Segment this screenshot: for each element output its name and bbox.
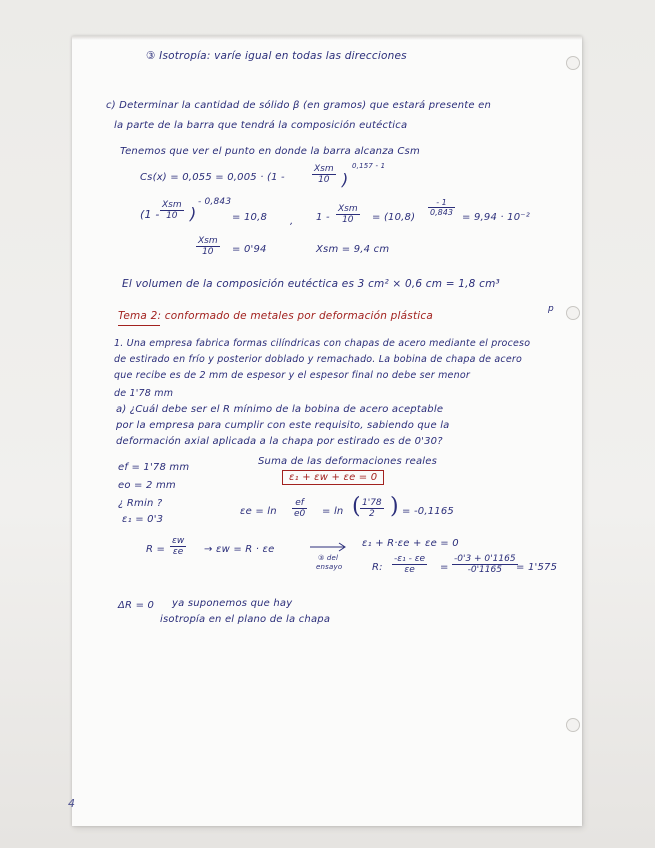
arrow-note-line-1: ③ del — [318, 554, 339, 562]
open-paren: ( — [352, 494, 361, 519]
note-tenemos: Tenemos que ver el punto en donde la barra alcanza Csm — [120, 146, 420, 157]
equation-3-exponent-fraction — [428, 198, 455, 217]
equation-r-result-left: R: — [372, 562, 383, 573]
equals-sign: = — [440, 562, 449, 573]
part-a-line-3: deformación axial aplicada a la chapa por estirado es de 0'30? — [116, 436, 443, 447]
boxed-equation — [282, 472, 384, 483]
paper-top-edge — [72, 36, 582, 40]
binder-hole-icon — [566, 306, 580, 320]
equation-ee-result: = -0,1165 — [402, 506, 454, 517]
close-paren: ) — [390, 494, 399, 519]
boxed-equation-text: ε₁ + εw + εe = 0 — [282, 470, 384, 485]
equation-3-mid: = (10,8) — [372, 212, 416, 223]
equation-2-open: (1 - — [140, 208, 160, 221]
problem-1-line-3: que recibe es de 2 mm de espesor y el espesor final no debe ser menor — [114, 370, 470, 381]
fraction-denominator: 10 — [202, 247, 214, 257]
note-c-question-line-2: la parte de la barra que tendrá la composición eutéctica — [114, 120, 408, 131]
fraction-numerator: - 1 — [428, 198, 455, 208]
page-number: 4 — [68, 797, 75, 810]
equation-r-left: R = — [146, 544, 166, 555]
part-a-line-1: a) ¿Cuál debe ser el R mínimo de la bobina de acero aceptable — [116, 404, 444, 415]
note-suponemos-line-2: isotropía en el plano de la chapa — [160, 614, 331, 625]
equation-2-close: ) — [190, 204, 197, 223]
section-heading-tema-2: Tema 2: conformado de metales por deformación plástica — [118, 310, 434, 322]
equation-ee-ln2: = ln — [322, 506, 344, 517]
fraction-numerator: Xsm — [314, 164, 334, 174]
fraction-denominator: 10 — [342, 215, 354, 225]
equation-r-fraction — [170, 536, 186, 557]
fraction-numerator: 1'78 — [362, 498, 382, 508]
equation-cs-close: ) — [342, 170, 349, 189]
equation-cs-exponent: 0,157 - 1 — [352, 162, 386, 170]
equation-ee-fraction — [292, 498, 307, 519]
binder-hole-icon — [566, 718, 580, 732]
problem-1-line-1: 1. Una empresa fabrica formas cilíndricas con chapas de acero mediante el proceso — [114, 338, 531, 349]
equation-2-result: = 10,8 — [232, 212, 268, 223]
equation-ee-left: εe = ln — [240, 506, 277, 517]
equation-4-result: = 0'94 — [232, 244, 267, 255]
equation-2-fraction — [160, 200, 184, 221]
equation-r-fraction-4 — [452, 554, 518, 575]
fraction-numerator: ef — [292, 498, 307, 509]
given-eo: eo = 2 mm — [118, 480, 176, 491]
note-delta-r: ΔR = 0 — [118, 600, 155, 611]
equation-r-fraction-3 — [392, 554, 427, 575]
note-c-question-line-1: c) Determinar la cantidad de sólido β (en gramos) que estará presente en — [106, 100, 492, 111]
fraction-denominator: 10 — [318, 175, 330, 185]
fraction-denominator: εe — [172, 547, 184, 557]
equation-4-fraction — [196, 236, 220, 257]
equation-3-result: = 9,94 · 10⁻² — [462, 212, 530, 223]
equation-e1-sum: ε₁ + R·εe + εe = 0 — [362, 538, 459, 549]
fraction-numerator: Xsm — [338, 204, 358, 214]
equation-3-left: 1 - — [316, 212, 330, 223]
equation-cs-fraction — [312, 164, 336, 185]
fraction-numerator: Xsm — [198, 236, 218, 246]
fraction-numerator: -ε₁ - εe — [394, 554, 426, 564]
fraction-denominator: 0,843 — [430, 208, 453, 217]
part-a-line-2: por la empresa para cumplir con este requisito, sabiendo que la — [116, 420, 450, 431]
arrow-note-line-2: ensayo — [316, 563, 343, 571]
equation-r-final: = 1'575 — [516, 562, 558, 573]
problem-1-line-2: de estirado en frío y posterior doblado y remachado. La bobina de chapa de acero — [114, 354, 522, 365]
note-suma-deformaciones: Suma de las deformaciones reales — [258, 456, 438, 467]
equation-2-comma: , — [290, 216, 294, 227]
fraction-denominator: -0'1165 — [467, 565, 502, 575]
binder-hole-icon — [566, 56, 580, 70]
given-ef: ef = 1'78 mm — [118, 462, 190, 473]
fraction-numerator: -0'3 + 0'1165 — [454, 554, 516, 564]
equation-2-exponent: - 0,843 — [198, 197, 232, 207]
margin-mark: p — [548, 304, 554, 314]
equation-cs-left: Cs(x) = 0,055 = 0,005 · (1 - — [140, 172, 285, 183]
equation-3-fraction — [336, 204, 360, 225]
note-suponemos-line-1: ya suponemos que hay — [172, 598, 293, 609]
fraction-denominator: e0 — [294, 509, 306, 519]
question-rmin: ¿ Rmin ? — [118, 498, 163, 509]
fraction-denominator: 10 — [166, 211, 178, 221]
fraction-numerator: εw — [172, 536, 185, 546]
given-e1: ε₁ = 0'3 — [122, 514, 164, 525]
equation-ee-fraction-2 — [360, 498, 384, 519]
fraction-denominator: εe — [404, 565, 415, 575]
fraction-denominator: 2 — [368, 509, 375, 519]
fraction-numerator: Xsm — [162, 200, 182, 210]
arrow-icon — [310, 542, 350, 552]
equation-4-xsm: Xsm = 9,4 cm — [316, 244, 390, 255]
problem-1-line-4: de 1'78 mm — [114, 388, 174, 399]
note-isotropy: ③ Isotropía: varíe igual en todas las direcciones — [146, 50, 407, 62]
equation-r-arrow: → εw = R · εe — [204, 544, 275, 555]
heading-underline — [118, 325, 160, 326]
note-volume: El volumen de la composición eutéctica es 3 cm² × 0,6 cm = 1,8 cm³ — [122, 278, 500, 290]
